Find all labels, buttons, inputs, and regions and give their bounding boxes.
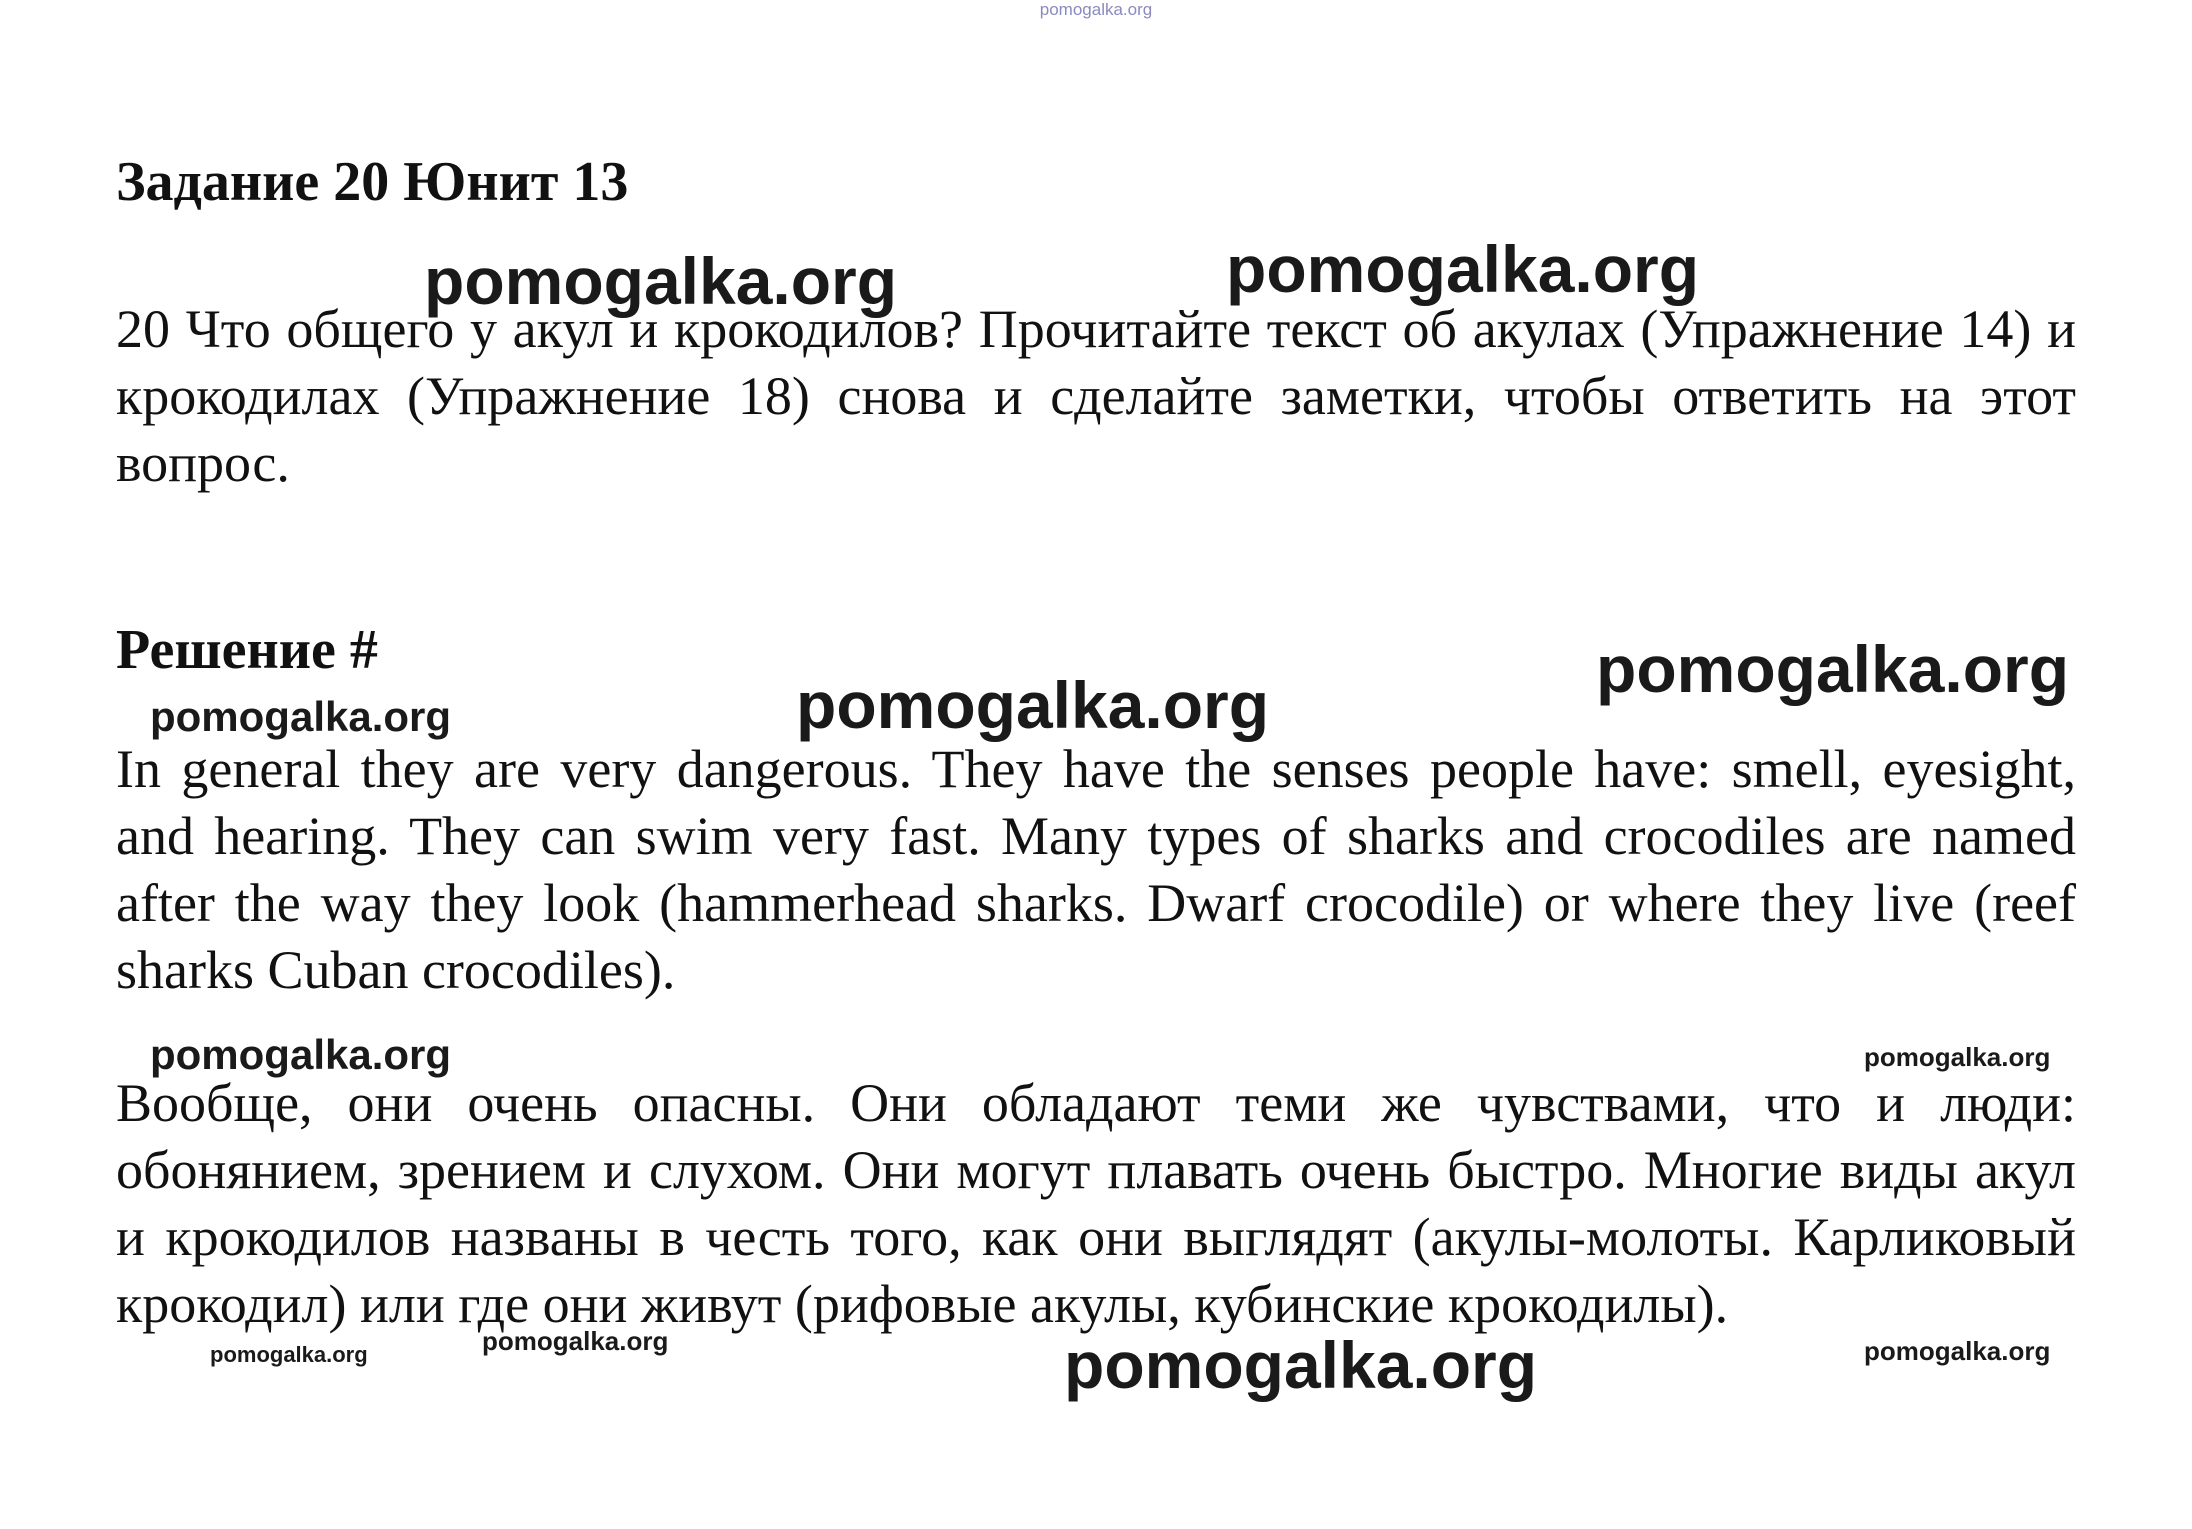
watermark: pomogalka.org bbox=[1864, 1336, 2051, 1366]
watermark: pomogalka.org bbox=[424, 244, 898, 318]
answer-english: In general they are very dangerous. They have the senses people have: smell, eyesight, and hearing. They can swim very fast. Many types of sharks and crocodiles are named after the way they look (hammerhead sharks. Dwarf crocodile) or where they live (reef sharks Cuban crocodiles). bbox=[116, 739, 2076, 1000]
watermark: pomogalka.org bbox=[796, 668, 1270, 742]
watermark: pomogalka.org bbox=[210, 1342, 368, 1367]
header-watermark: pomogalka.org bbox=[1039, 0, 1153, 19]
task-title: Задание 20 Юнит 13 bbox=[116, 151, 629, 213]
task-text: 20 Что общего у акул и крокодилов? Прочитайте текст об акулах (Упражнение 14) и крокодилах (Упражнение 18) снова и сделайте заметки, чтобы ответить на этот вопрос. bbox=[116, 299, 2076, 493]
solution-title: Решение # bbox=[116, 619, 378, 681]
watermark: pomogalka.org bbox=[1596, 632, 2070, 706]
answer-russian: Вообще, они очень опасны. Они обладают теми же чувствами, что и люди: обонянием, зрением и слухом. Они могут плавать очень быстро. Многие виды акул и крокодилов названы в честь того, как они выглядят (акулы-молоты. Карликовый крокодил) или где они живут (рифовые акулы, кубинские крокодилы). bbox=[116, 1073, 2076, 1334]
watermark: pomogalka.org bbox=[150, 1031, 452, 1078]
watermark: pomogalka.org bbox=[150, 693, 452, 740]
watermark: pomogalka.org bbox=[482, 1326, 669, 1356]
watermark: pomogalka.org bbox=[1226, 232, 1700, 306]
watermark: pomogalka.org bbox=[1064, 1328, 1538, 1402]
watermark: pomogalka.org bbox=[1864, 1042, 2051, 1072]
